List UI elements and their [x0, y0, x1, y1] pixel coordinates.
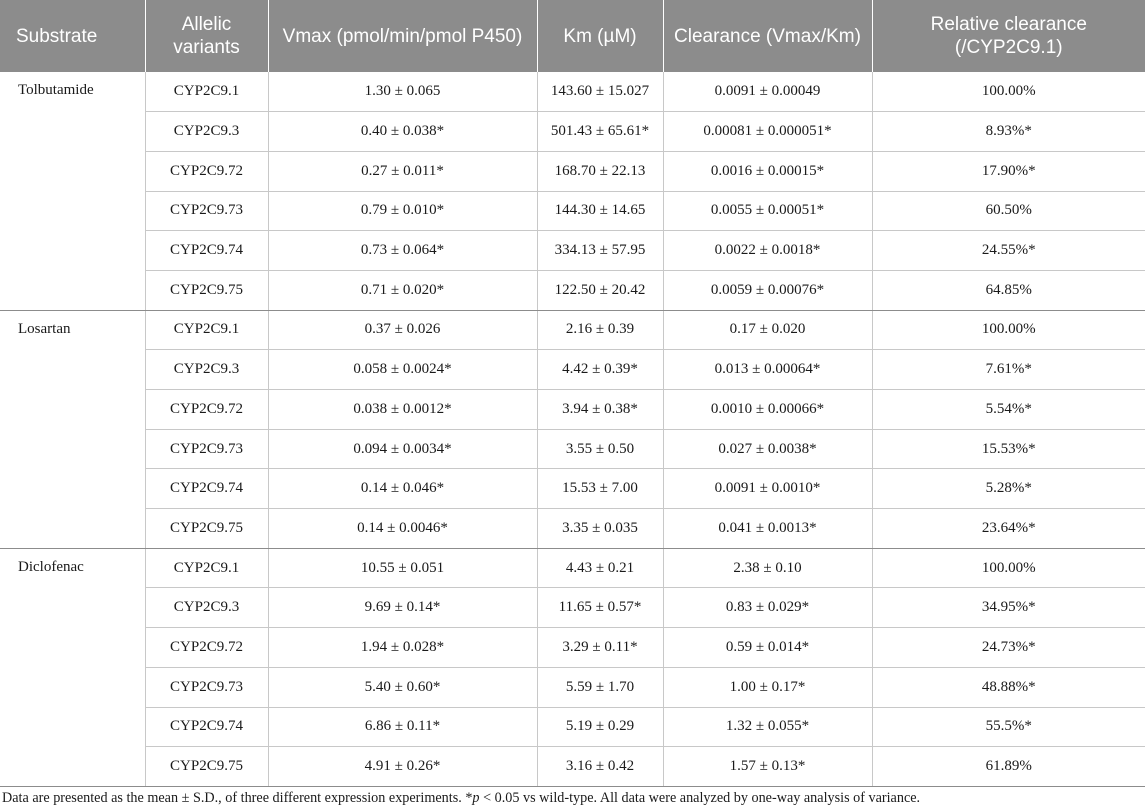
cell-km: 11.65 ± 0.57*	[537, 588, 663, 628]
cell-relative-clearance: 8.93%*	[872, 112, 1145, 152]
cell-km: 4.42 ± 0.39*	[537, 350, 663, 390]
cell-variant: CYP2C9.1	[145, 72, 268, 112]
cell-vmax: 0.094 ± 0.0034*	[268, 429, 537, 469]
cell-relative-clearance: 24.55%*	[872, 231, 1145, 271]
cell-relative-clearance: 5.28%*	[872, 469, 1145, 509]
table-row	[0, 628, 1145, 668]
footnote-p-symbol: p	[472, 790, 480, 806]
cell-relative-clearance: 60.50%	[872, 191, 1145, 231]
cell-km: 5.19 ± 0.29	[537, 707, 663, 747]
table-row	[0, 112, 1145, 152]
header-row	[0, 0, 1145, 72]
cell-relative-clearance: 17.90%*	[872, 151, 1145, 191]
table-body	[0, 72, 1145, 786]
cell-variant: CYP2C9.75	[145, 509, 268, 549]
cell-clearance: 0.0091 ± 0.0010*	[663, 469, 872, 509]
cell-variant: CYP2C9.74	[145, 469, 268, 509]
table-row	[0, 390, 1145, 430]
cell-km: 3.29 ± 0.11*	[537, 628, 663, 668]
cell-vmax: 0.14 ± 0.046*	[268, 469, 537, 509]
footnote-text-start: Data are presented as the mean ± S.D., of three different expression experiments. *	[2, 790, 473, 806]
cell-clearance: 2.38 ± 0.10	[663, 548, 872, 588]
cell-relative-clearance: 24.73%*	[872, 628, 1145, 668]
table-row	[0, 350, 1145, 390]
cell-vmax: 0.73 ± 0.064*	[268, 231, 537, 271]
cell-vmax: 0.37 ± 0.026	[268, 310, 537, 350]
cell-relative-clearance: 48.88%*	[872, 667, 1145, 707]
header-allelic-variants: Allelic variants	[145, 0, 268, 72]
cell-variant: CYP2C9.75	[145, 270, 268, 310]
cell-variant: CYP2C9.74	[145, 231, 268, 271]
table-row	[0, 429, 1145, 469]
cell-vmax: 0.058 ± 0.0024*	[268, 350, 537, 390]
cell-relative-clearance: 100.00%	[872, 72, 1145, 112]
cell-km: 5.59 ± 1.70	[537, 667, 663, 707]
cell-clearance: 1.00 ± 0.17*	[663, 667, 872, 707]
cell-variant: CYP2C9.3	[145, 588, 268, 628]
cell-clearance: 0.0059 ± 0.00076*	[663, 270, 872, 310]
cell-km: 3.55 ± 0.50	[537, 429, 663, 469]
cell-clearance: 0.00081 ± 0.000051*	[663, 112, 872, 152]
cell-km: 2.16 ± 0.39	[537, 310, 663, 350]
table-row	[0, 231, 1145, 271]
cell-clearance: 0.0055 ± 0.00051*	[663, 191, 872, 231]
cell-clearance: 0.0010 ± 0.00066*	[663, 390, 872, 430]
cell-clearance: 0.027 ± 0.0038*	[663, 429, 872, 469]
cell-km: 144.30 ± 14.65	[537, 191, 663, 231]
cell-clearance: 0.59 ± 0.014*	[663, 628, 872, 668]
cell-variant: CYP2C9.72	[145, 151, 268, 191]
cell-substrate: Losartan	[0, 310, 145, 548]
cell-km: 3.35 ± 0.035	[537, 509, 663, 549]
header-vmax: Vmax (pmol/min/pmol P450)	[268, 0, 537, 72]
table-header	[0, 0, 1145, 72]
table-row	[0, 469, 1145, 509]
cell-relative-clearance: 100.00%	[872, 310, 1145, 350]
table-row	[0, 707, 1145, 747]
table-row	[0, 310, 1145, 350]
cell-km: 501.43 ± 65.61*	[537, 112, 663, 152]
cell-clearance: 0.0022 ± 0.0018*	[663, 231, 872, 271]
cell-clearance: 0.0016 ± 0.00015*	[663, 151, 872, 191]
cell-vmax: 0.71 ± 0.020*	[268, 270, 537, 310]
table-row	[0, 270, 1145, 310]
cell-relative-clearance: 55.5%*	[872, 707, 1145, 747]
cell-relative-clearance: 15.53%*	[872, 429, 1145, 469]
cell-variant: CYP2C9.73	[145, 429, 268, 469]
table-row	[0, 548, 1145, 588]
cell-clearance: 0.83 ± 0.029*	[663, 588, 872, 628]
cell-km: 3.94 ± 0.38*	[537, 390, 663, 430]
cell-variant: CYP2C9.3	[145, 350, 268, 390]
cell-vmax: 0.038 ± 0.0012*	[268, 390, 537, 430]
cell-variant: CYP2C9.1	[145, 310, 268, 350]
cell-km: 168.70 ± 22.13	[537, 151, 663, 191]
table-row	[0, 72, 1145, 112]
header-km: Km (µM)	[537, 0, 663, 72]
cell-relative-clearance: 23.64%*	[872, 509, 1145, 549]
cell-km: 143.60 ± 15.027	[537, 72, 663, 112]
cell-km: 334.13 ± 57.95	[537, 231, 663, 271]
cell-clearance: 0.17 ± 0.020	[663, 310, 872, 350]
cell-vmax: 1.94 ± 0.028*	[268, 628, 537, 668]
cell-relative-clearance: 5.54%*	[872, 390, 1145, 430]
cell-vmax: 0.79 ± 0.010*	[268, 191, 537, 231]
header-relative-clearance: Relative clearance (/CYP2C9.1)	[872, 0, 1145, 72]
cell-clearance: 0.0091 ± 0.00049	[663, 72, 872, 112]
cell-variant: CYP2C9.74	[145, 707, 268, 747]
cell-relative-clearance: 61.89%	[872, 747, 1145, 787]
cell-clearance: 0.041 ± 0.0013*	[663, 509, 872, 549]
cell-vmax: 1.30 ± 0.065	[268, 72, 537, 112]
cell-vmax: 0.40 ± 0.038*	[268, 112, 537, 152]
cell-variant: CYP2C9.1	[145, 548, 268, 588]
table-footnote	[2, 790, 920, 807]
cell-relative-clearance: 34.95%*	[872, 588, 1145, 628]
cell-vmax: 10.55 ± 0.051	[268, 548, 537, 588]
cell-relative-clearance: 64.85%	[872, 270, 1145, 310]
cell-variant: CYP2C9.73	[145, 667, 268, 707]
cell-vmax: 0.14 ± 0.0046*	[268, 509, 537, 549]
cell-variant: CYP2C9.3	[145, 112, 268, 152]
cell-vmax: 4.91 ± 0.26*	[268, 747, 537, 787]
cell-variant: CYP2C9.75	[145, 747, 268, 787]
cell-clearance: 1.57 ± 0.13*	[663, 747, 872, 787]
cell-relative-clearance: 100.00%	[872, 548, 1145, 588]
table-row	[0, 509, 1145, 549]
cell-variant: CYP2C9.72	[145, 628, 268, 668]
header-substrate: Substrate	[0, 0, 145, 72]
cell-km: 15.53 ± 7.00	[537, 469, 663, 509]
cell-km: 4.43 ± 0.21	[537, 548, 663, 588]
cell-vmax: 5.40 ± 0.60*	[268, 667, 537, 707]
cell-vmax: 6.86 ± 0.11*	[268, 707, 537, 747]
cell-variant: CYP2C9.73	[145, 191, 268, 231]
cell-substrate: Diclofenac	[0, 548, 145, 786]
table-row	[0, 747, 1145, 787]
cell-clearance: 0.013 ± 0.00064*	[663, 350, 872, 390]
cell-clearance: 1.32 ± 0.055*	[663, 707, 872, 747]
table-row	[0, 588, 1145, 628]
cell-relative-clearance: 7.61%*	[872, 350, 1145, 390]
table-row	[0, 151, 1145, 191]
cell-km: 122.50 ± 20.42	[537, 270, 663, 310]
cell-vmax: 0.27 ± 0.011*	[268, 151, 537, 191]
cell-vmax: 9.69 ± 0.14*	[268, 588, 537, 628]
footnote-text-end: < 0.05 vs wild-type. All data were analyzed by one-way analysis of variance.	[479, 790, 921, 806]
cell-substrate: Tolbutamide	[0, 72, 145, 310]
table-row	[0, 667, 1145, 707]
table-row	[0, 191, 1145, 231]
header-clearance: Clearance (Vmax/Km)	[663, 0, 872, 72]
cell-km: 3.16 ± 0.42	[537, 747, 663, 787]
cell-variant: CYP2C9.72	[145, 390, 268, 430]
